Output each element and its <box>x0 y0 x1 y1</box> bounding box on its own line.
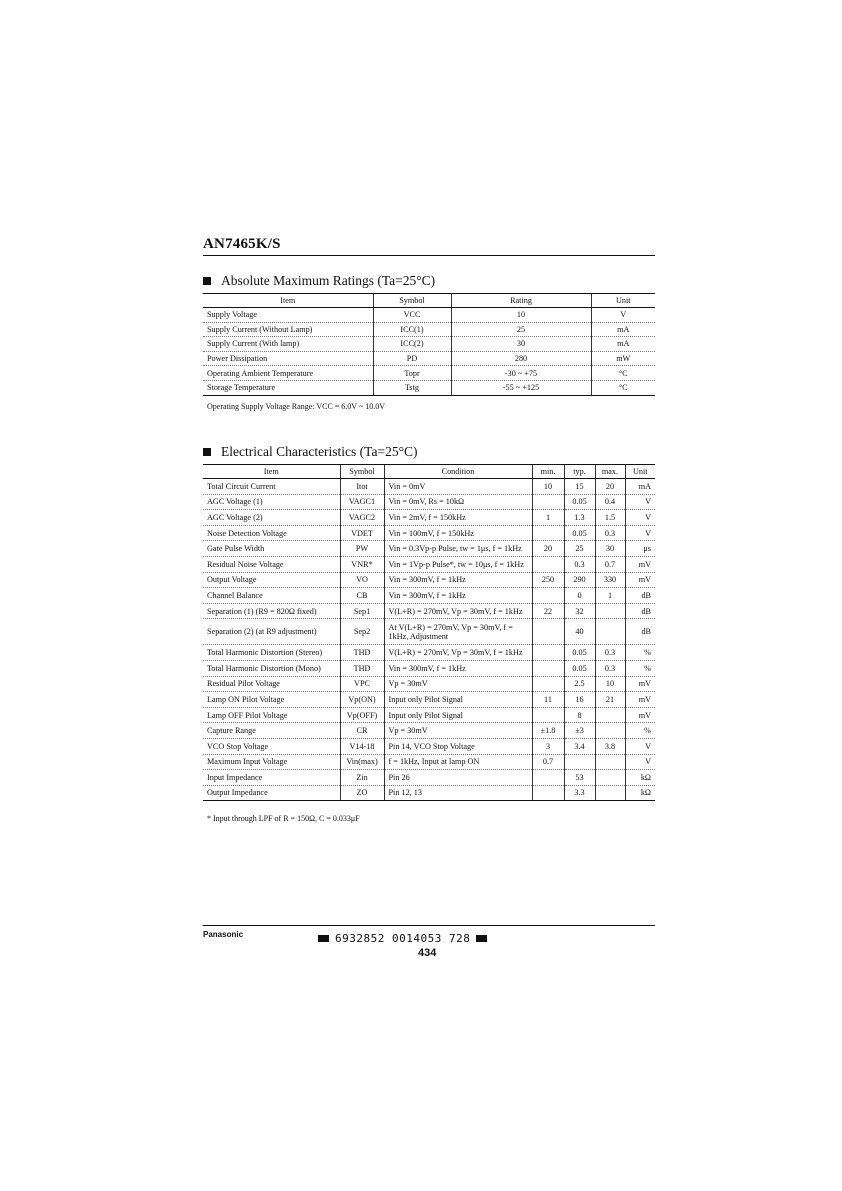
bullet-square-icon <box>203 277 211 285</box>
absolute-maximum-ratings-table <box>203 293 655 396</box>
table-cell: THD <box>340 660 384 676</box>
table-cell <box>532 525 564 541</box>
table-cell: V <box>625 494 655 510</box>
table-cell: Residual Noise Voltage <box>203 556 340 572</box>
table-cell: Vin = 300mV, f = 1kHz <box>384 572 532 588</box>
table-cell: 10 <box>451 308 591 323</box>
table-cell: % <box>625 660 655 676</box>
column-header: Unit <box>591 294 655 308</box>
table-cell: Input only Pilot Signal <box>384 707 532 723</box>
table-cell: V(L+R) = 270mV, Vp = 30mV, f = 1kHz <box>384 645 532 661</box>
table-cell: °C <box>591 366 655 381</box>
table-cell: 0.05 <box>564 645 595 661</box>
table-row <box>203 619 655 645</box>
table-cell: Input Impedance <box>203 770 340 786</box>
table-cell <box>595 770 625 786</box>
electrical-characteristics-table <box>203 464 655 801</box>
table-cell: V <box>625 510 655 526</box>
barcode-line <box>312 932 493 945</box>
table-cell: At V(L+R) = 270mV, Vp = 30mV, f = 1kHz, Adjustment <box>384 619 532 645</box>
table-cell: 3.3 <box>564 785 595 801</box>
table-cell: 0.05 <box>564 525 595 541</box>
table-cell: VO <box>340 572 384 588</box>
table-cell: mV <box>625 572 655 588</box>
table-cell: % <box>625 645 655 661</box>
table-cell: Noise Detection Voltage <box>203 525 340 541</box>
title-rule <box>203 255 655 256</box>
table-cell: 25 <box>564 541 595 557</box>
table-cell: 21 <box>595 692 625 708</box>
table-cell <box>532 676 564 692</box>
table-row <box>203 351 655 366</box>
table-cell: Vin = 0mV, Rs = 10kΩ <box>384 494 532 510</box>
barcode-block-right <box>476 935 487 942</box>
table-cell: AGC Voltage (2) <box>203 510 340 526</box>
table-row <box>203 541 655 557</box>
table-cell: Separation (1) (R9 = 820Ω fixed) <box>203 603 340 619</box>
table-cell: V <box>591 308 655 323</box>
table-cell: 0.3 <box>564 556 595 572</box>
table-cell: Output Voltage <box>203 572 340 588</box>
table-cell: Vp(OFF) <box>340 707 384 723</box>
table-cell: 16 <box>564 692 595 708</box>
table-cell <box>532 619 564 645</box>
table-cell <box>532 707 564 723</box>
table-row <box>203 337 655 352</box>
table-cell: Vp = 30mV <box>384 676 532 692</box>
table-cell: 0.3 <box>595 660 625 676</box>
table-cell <box>532 588 564 604</box>
table-cell: 0.3 <box>595 525 625 541</box>
table-cell: Topr <box>373 366 451 381</box>
table-cell: Capture Range <box>203 723 340 739</box>
table-cell: 30 <box>595 541 625 557</box>
table-cell: ±1.8 <box>532 723 564 739</box>
table-row <box>203 308 655 323</box>
barcode-block-left <box>318 935 329 942</box>
table-row <box>203 322 655 337</box>
table-cell: 290 <box>564 572 595 588</box>
amr-heading-text: Absolute Maximum Ratings (Ta=25°C) <box>221 273 436 288</box>
table-cell: 3 <box>532 738 564 754</box>
table-cell: 1 <box>532 510 564 526</box>
table-cell: 40 <box>564 619 595 645</box>
column-header: Unit <box>625 465 655 479</box>
table-cell <box>595 707 625 723</box>
table-cell: Vp(ON) <box>340 692 384 708</box>
table-cell: Lamp ON Pilot Voltage <box>203 692 340 708</box>
table-cell: Supply Current (With lamp) <box>203 337 373 352</box>
table-cell: 0.7 <box>532 754 564 770</box>
table-row <box>203 556 655 572</box>
table-cell: mV <box>625 707 655 723</box>
table-cell <box>532 556 564 572</box>
table-cell: 1.5 <box>595 510 625 526</box>
table-row <box>203 660 655 676</box>
table-cell: Total Circuit Current <box>203 479 340 495</box>
table-cell: 0.7 <box>595 556 625 572</box>
table-cell: 1 <box>595 588 625 604</box>
table-cell <box>532 494 564 510</box>
table-cell: V(L+R) = 270mV, Vp = 30mV, f = 1kHz <box>384 603 532 619</box>
table-cell: 1.3 <box>564 510 595 526</box>
table-cell: V <box>625 525 655 541</box>
table-row <box>203 380 655 395</box>
table-cell: 20 <box>532 541 564 557</box>
table-header-row <box>203 465 655 479</box>
table-cell: PW <box>340 541 384 557</box>
table-cell: Pin 12, 13 <box>384 785 532 801</box>
table-cell: ±3 <box>564 723 595 739</box>
table-cell: CB <box>340 588 384 604</box>
amr-section-heading <box>203 273 435 289</box>
page-title: AN7465K/S <box>203 236 281 252</box>
table-cell: V14-18 <box>340 738 384 754</box>
table-cell: % <box>625 723 655 739</box>
table-cell: kΩ <box>625 785 655 801</box>
table-cell: mA <box>591 322 655 337</box>
lpf-footnote: * Input through LPF of R = 150Ω, C = 0.033μF <box>207 814 360 823</box>
table-cell: dB <box>625 588 655 604</box>
table-header-row <box>203 294 655 308</box>
table-cell: Vin = 300mV, f = 1kHz <box>384 588 532 604</box>
table-cell: Maximum Input Voltage <box>203 754 340 770</box>
table-row <box>203 494 655 510</box>
table-cell: 32 <box>564 603 595 619</box>
table-cell: 30 <box>451 337 591 352</box>
table-cell: Supply Current (Without Lamp) <box>203 322 373 337</box>
table-row <box>203 645 655 661</box>
brand-logo: Panasonic <box>203 930 244 939</box>
table-row <box>203 603 655 619</box>
table-cell: 0 <box>564 588 595 604</box>
table-cell: 3.8 <box>595 738 625 754</box>
table-cell: 0.3 <box>595 645 625 661</box>
table-cell: -30 ~ +75 <box>451 366 591 381</box>
table-cell: Lamp OFF Pilot Voltage <box>203 707 340 723</box>
table-cell: V <box>625 738 655 754</box>
column-header: Rating <box>451 294 591 308</box>
table-cell: f = 1kHz, Input at lamp ON <box>384 754 532 770</box>
table-cell <box>595 723 625 739</box>
table-row <box>203 707 655 723</box>
table-cell: THD <box>340 645 384 661</box>
table-cell: 8 <box>564 707 595 723</box>
table-cell: 11 <box>532 692 564 708</box>
table-cell: 250 <box>532 572 564 588</box>
table-cell: Vin = 100mV, f = 150kHz <box>384 525 532 541</box>
table-cell: °C <box>591 380 655 395</box>
table-cell: Total Harmonic Distortion (Stereo) <box>203 645 340 661</box>
table-cell: ICC(1) <box>373 322 451 337</box>
footer-rule <box>203 925 655 926</box>
table-cell: Power Dissipation <box>203 351 373 366</box>
column-header: typ. <box>564 465 595 479</box>
table-cell: -55 ~ +125 <box>451 380 591 395</box>
table-row <box>203 770 655 786</box>
table-cell: Separation (2) (at R9 adjustment) <box>203 619 340 645</box>
table-cell: kΩ <box>625 770 655 786</box>
table-row <box>203 785 655 801</box>
table-cell: Itot <box>340 479 384 495</box>
table-cell: 0.4 <box>595 494 625 510</box>
amr-table-body <box>203 308 655 396</box>
table-cell: ICC(2) <box>373 337 451 352</box>
operating-voltage-note: Operating Supply Voltage Range: VCC = 6.0V ~ 10.0V <box>207 402 386 411</box>
table-cell: 22 <box>532 603 564 619</box>
table-cell: 25 <box>451 322 591 337</box>
table-row <box>203 692 655 708</box>
table-cell: Zin <box>340 770 384 786</box>
table-cell: 0.05 <box>564 660 595 676</box>
table-row <box>203 510 655 526</box>
table-cell: Total Harmonic Distortion (Mono) <box>203 660 340 676</box>
table-cell: Sep2 <box>340 619 384 645</box>
column-header: Item <box>203 294 373 308</box>
table-cell: VCO Stop Voltage <box>203 738 340 754</box>
table-cell: mV <box>625 692 655 708</box>
table-cell: Vin = 300mV, f = 1kHz <box>384 660 532 676</box>
table-row <box>203 676 655 692</box>
table-cell: Vin = 1Vp-p Pulse*, tw = 10μs, f = 1kHz <box>384 556 532 572</box>
table-row <box>203 479 655 495</box>
ec-table-body <box>203 479 655 801</box>
ec-section-heading <box>203 444 417 460</box>
table-cell: 20 <box>595 479 625 495</box>
column-header: min. <box>532 465 564 479</box>
table-cell: Storage Temperature <box>203 380 373 395</box>
table-cell: 10 <box>595 676 625 692</box>
table-row <box>203 588 655 604</box>
table-row <box>203 738 655 754</box>
column-header: Symbol <box>373 294 451 308</box>
table-cell: AGC Voltage (1) <box>203 494 340 510</box>
table-cell: VAGC1 <box>340 494 384 510</box>
table-cell: Sep1 <box>340 603 384 619</box>
barcode-text: 6932852 0014053 728 <box>335 932 471 945</box>
table-cell: 15 <box>564 479 595 495</box>
table-cell: 3.4 <box>564 738 595 754</box>
column-header: max. <box>595 465 625 479</box>
table-cell <box>564 754 595 770</box>
table-cell: PD <box>373 351 451 366</box>
table-cell: mV <box>625 556 655 572</box>
table-cell <box>595 603 625 619</box>
ec-heading-text: Electrical Characteristics (Ta=25°C) <box>221 444 418 459</box>
table-cell: mV <box>625 676 655 692</box>
table-cell: mA <box>591 337 655 352</box>
table-cell: Pin 14, VCO Stop Voltage <box>384 738 532 754</box>
table-cell <box>595 754 625 770</box>
table-cell: 2.5 <box>564 676 595 692</box>
table-cell <box>595 785 625 801</box>
table-cell: Vin = 0mV <box>384 479 532 495</box>
table-cell: ZO <box>340 785 384 801</box>
table-cell: Tstg <box>373 380 451 395</box>
table-row <box>203 723 655 739</box>
bullet-square-icon <box>203 448 211 456</box>
table-cell: Vin = 2mV, f = 150kHz <box>384 510 532 526</box>
table-cell: Vp = 30mV <box>384 723 532 739</box>
table-cell: Output Impedance <box>203 785 340 801</box>
table-cell: Channel Balance <box>203 588 340 604</box>
table-cell: Vin(max) <box>340 754 384 770</box>
table-cell <box>532 660 564 676</box>
table-cell: VNR* <box>340 556 384 572</box>
table-cell: Residual Pilot Voltage <box>203 676 340 692</box>
table-cell: dB <box>625 603 655 619</box>
table-row <box>203 366 655 381</box>
table-cell: Supply Voltage <box>203 308 373 323</box>
page-number: 434 <box>418 947 437 959</box>
table-cell: μs <box>625 541 655 557</box>
table-cell: Vin = 0.3Vp-p Pulse, tw = 1μs, f = 1kHz <box>384 541 532 557</box>
table-cell: VAGC2 <box>340 510 384 526</box>
table-cell: Operating Ambient Temperature <box>203 366 373 381</box>
table-cell: Pin 26 <box>384 770 532 786</box>
table-cell: mA <box>625 479 655 495</box>
table-cell: VDET <box>340 525 384 541</box>
table-cell <box>532 785 564 801</box>
table-cell: Input only Pilot Signal <box>384 692 532 708</box>
table-cell: 10 <box>532 479 564 495</box>
table-cell: VCC <box>373 308 451 323</box>
table-cell <box>595 619 625 645</box>
table-cell: mW <box>591 351 655 366</box>
table-cell: Gate Pulse Width <box>203 541 340 557</box>
table-cell: 53 <box>564 770 595 786</box>
table-cell: CR <box>340 723 384 739</box>
column-header: Symbol <box>340 465 384 479</box>
table-cell: V <box>625 754 655 770</box>
table-cell: dB <box>625 619 655 645</box>
column-header: Item <box>203 465 340 479</box>
column-header: Condition <box>384 465 532 479</box>
table-row <box>203 525 655 541</box>
table-cell: VPC <box>340 676 384 692</box>
table-cell: 280 <box>451 351 591 366</box>
table-row <box>203 572 655 588</box>
table-row <box>203 754 655 770</box>
table-cell <box>532 770 564 786</box>
table-cell: 330 <box>595 572 625 588</box>
table-cell: 0.05 <box>564 494 595 510</box>
table-cell <box>532 645 564 661</box>
